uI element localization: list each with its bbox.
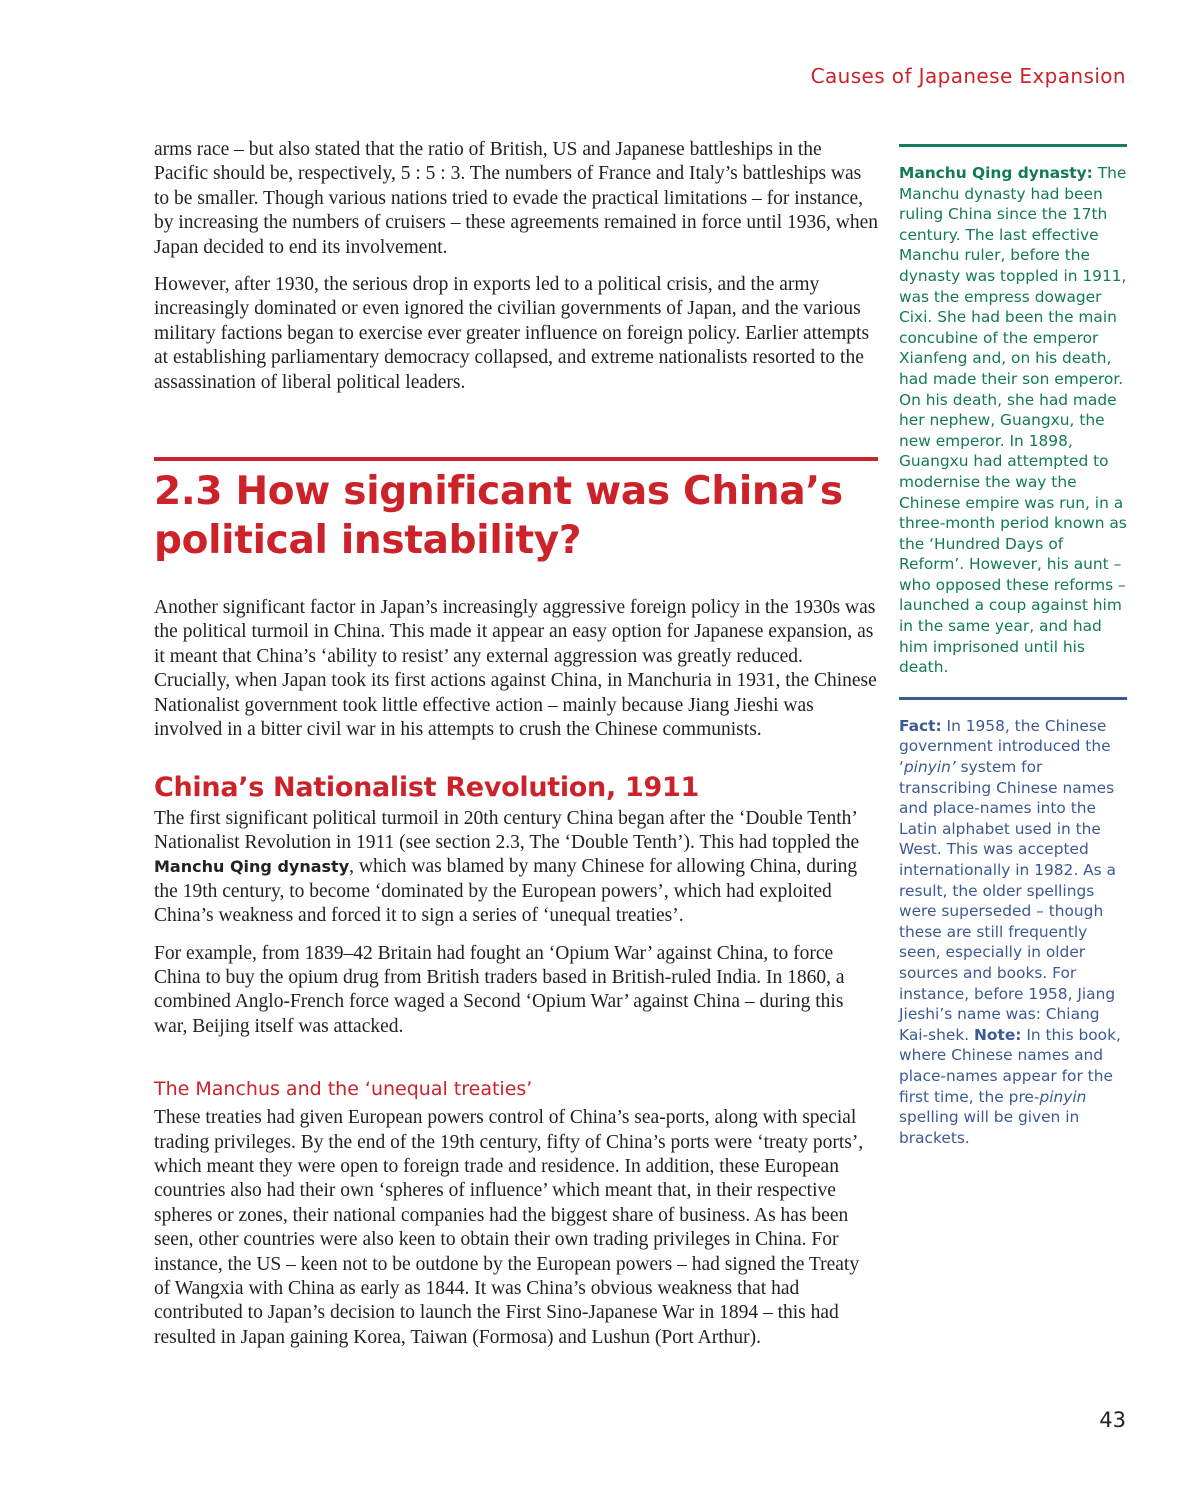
revolution-paragraph-2: For example, from 1839–42 Britain had fought an ‘Opium War’ against China, to force China to buy the opium drug from British traders based in British-ruled India. In 1860, a combined Anglo-French force waged a Second ‘Opium War’ against China – during this war, Beijing itself was attacked. — [154, 942, 845, 1037]
page-number: 43 — [1099, 1408, 1126, 1432]
revolution-p1-after: , which was blamed by many Chinese for allowing China, during the 19th century, to become ‘dominated by the European powers’, which had exploited China’s weakness and forced it to sign a series of ‘unequal treaties’. — [154, 856, 858, 927]
main-column — [154, 138, 880, 1363]
running-head: Causes of Japanese Expansion — [810, 64, 1126, 88]
glossary-keyword: Manchu Qing dynasty — [154, 857, 350, 877]
intro-paragraph-2: However, after 1930, the serious drop in exports led to a political crisis, and the army increasingly dominated or even ignored the civilian governments of Japan, and the various military factions began to exercise ever greater influence on foreign policy. Earlier attempts at establishing parliamentary democracy collapsed, and extreme nationalists resorted to the assassination of liberal political leaders. — [154, 274, 870, 393]
revolution-paragraph-1 — [154, 807, 880, 929]
section-intro-paragraph: Another significant factor in Japan’s increasingly aggressive foreign policy in the 1930s was the political turmoil in China. This made it appear an easy option for Japanese expansion, as it meant that China’s ‘ability to resist’ any external aggression was greatly reduced. Crucially, when Japan took its first actions against China, in Manchuria in 1931, the Chinese Nationalist government took little effective action – mainly because Jiang Jieshi was involved in a bitter civil war in his attempts to crush the Chinese communists. — [154, 597, 877, 741]
fact-rule — [899, 697, 1127, 700]
fact-italic-1: pinyin’ — [903, 758, 956, 777]
revolution-p1-before: The first significant political turmoil in 20th century China began after the ‘Double Tenth’ Nationalist Revolution in 1911 (see section 2.3, The ‘Double Tenth’). This had toppled the — [154, 807, 860, 853]
subheading-revolution: China’s Nationalist Revolution, 1911 — [154, 771, 699, 803]
fact-text-1: In 1958, the Chinese government introduced the ‘ — [899, 716, 1111, 777]
fact-label: Fact: — [899, 716, 942, 735]
fact-box — [899, 716, 1127, 1148]
fact-text-2: system for transcribing Chinese names and place-names into the Latin alphabet used in the West. This was accepted internationally in 1982. As a result, the older spellings were superseded – though these are still frequently seen, especially in older sources and books. For instance, before 1958, Jiang Jieshi’s name was: Chiang Kai-shek. — [899, 758, 1116, 1044]
fact-italic-2: pinyin — [1039, 1087, 1087, 1106]
note-label: Note: — [974, 1025, 1022, 1044]
fact-text-3: In this book, where Chinese names and place-names appear for the first time, the pre- — [899, 1025, 1121, 1106]
subheading-unequal-treaties: The Manchus and the ‘unequal treaties’ — [154, 1078, 533, 1101]
sidebar — [899, 144, 1127, 1148]
fact-text-4: spelling will be given in brackets. — [899, 1108, 1080, 1147]
glossary-rule — [899, 144, 1127, 147]
glossary-text: The Manchu dynasty had been ruling China since the 17th century. The last effective Manchu ruler, before the dynasty was toppled in 1911, was the empress dowager Cixi. She had been the main concubine of the emperor Xianfeng and, on his death, had made their son emperor. On his death, she had made her nephew, Guangxu, the new emperor. In 1898, Guangxu had attempted to modernise the way the Chinese empire was run, in a three-month period known as the ‘Hundred Days of Reform’. However, his aunt – who opposed these reforms – launched a coup against him in the same year, and had him imprisoned until his death. — [899, 164, 1127, 677]
glossary-term: Manchu Qing dynasty: — [899, 164, 1093, 182]
intro-paragraph-1: arms race – but also stated that the ratio of British, US and Japanese battleships in the Pacific should be, respectively, 5 : 5 : 3. The numbers of France and Italy’s battleships was to be smaller. Though various nations tried to evade the practical limitations – for instance, by increasing the numbers of cruisers – these agreements remained in force until 1936, when Japan decided to end its involvement. — [154, 139, 878, 258]
glossary-box — [899, 163, 1127, 678]
treaties-paragraph: These treaties had given European powers control of China’s sea-ports, along with special trading privileges. By the end of the 19th century, fifty of China’s ports were ‘treaty ports’, which meant they were open to foreign trade and residence. In addition, these European countries also had their own ‘spheres of influence’ which meant that, in their respective spheres or zones, their national companies had the biggest share of business. As has been seen, other countries were also keen to obtain their own trading privileges in China. For instance, the US – keen not to be outdone by the European powers – had signed the Treaty of Wangxia with China as early as 1844. It was China’s obvious weakness that had contributed to Japan’s decision to launch the First Sino-Japanese War in 1894 – this had resulted in Japan gaining Korea, Taiwan (Formosa) and Lushun (Port Arthur). — [154, 1107, 864, 1348]
section-rule — [154, 457, 878, 461]
section-title: 2.3 How significant was China’s political instability? — [154, 469, 843, 564]
